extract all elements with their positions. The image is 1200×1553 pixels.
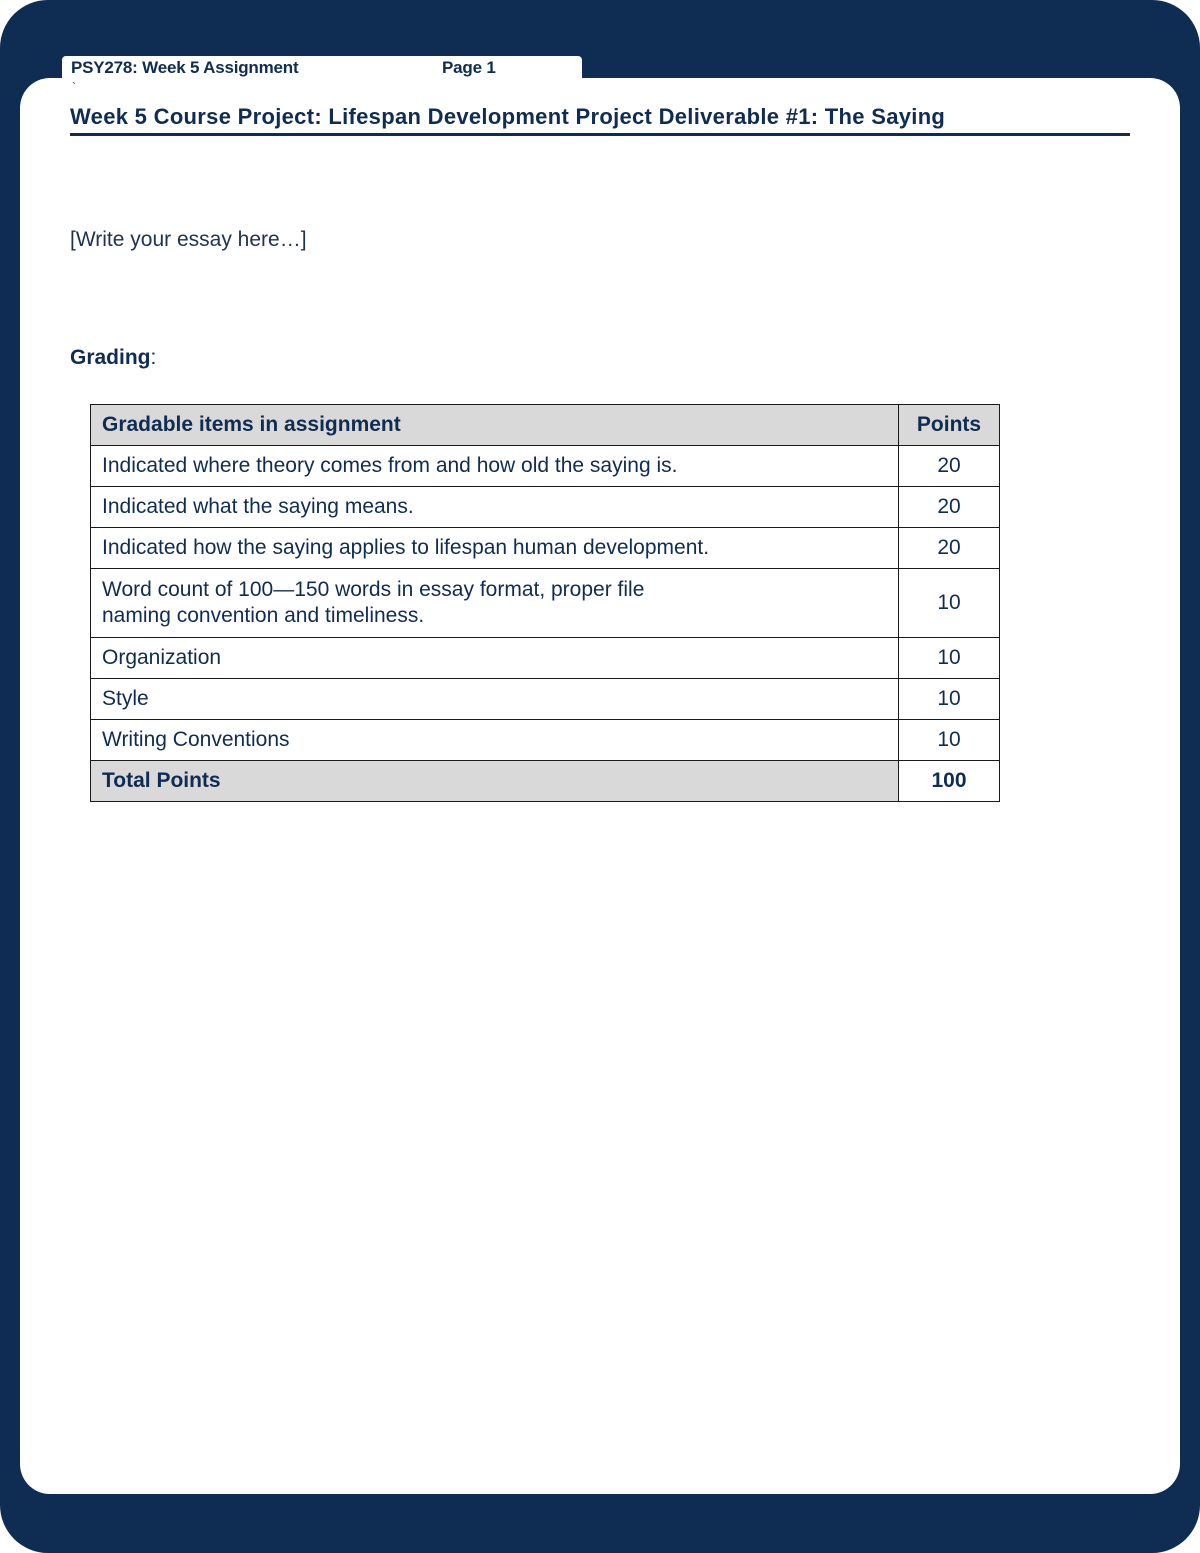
grading-heading [70, 346, 156, 370]
running-head-page-number: Page 1 [442, 58, 496, 77]
rubric-points: 10 [899, 679, 1000, 720]
rubric-item: Style [91, 679, 899, 720]
rubric-total-label: Total Points [91, 761, 899, 802]
grading-colon: : [150, 346, 157, 369]
rubric-total-row [91, 761, 1000, 802]
rubric-points: 10 [899, 569, 1000, 638]
rubric-item: Word count of 100—150 words in essay format, proper file naming convention and timeliness. [91, 569, 899, 638]
rubric-item: Indicated what the saying means. [91, 487, 899, 528]
rubric-points: 10 [899, 638, 1000, 679]
running-head-course: PSY278: Week 5 Assignment [71, 58, 299, 77]
rubric-row [91, 569, 1000, 638]
rubric-row [91, 679, 1000, 720]
rubric-item: Organization [91, 638, 899, 679]
rubric-points: 20 [899, 528, 1000, 569]
rubric-row [91, 487, 1000, 528]
rubric-row [91, 638, 1000, 679]
rubric-header-row [91, 405, 1000, 446]
rubric-points: 10 [899, 720, 1000, 761]
rubric-item: Indicated where theory comes from and how old the saying is. [91, 446, 899, 487]
rubric-points: 20 [899, 487, 1000, 528]
rubric-row [91, 528, 1000, 569]
rubric-points: 20 [899, 446, 1000, 487]
rubric-row [91, 446, 1000, 487]
rubric-header-points: Points [899, 405, 1000, 446]
grading-rubric-table [90, 404, 1000, 802]
rubric-total-points: 100 [899, 761, 1000, 802]
stray-mark: ` [72, 80, 76, 94]
rubric-header-item: Gradable items in assignment [91, 405, 899, 446]
rubric-item: Indicated how the saying applies to lifespan human development. [91, 528, 899, 569]
rubric-row [91, 720, 1000, 761]
document-title: Week 5 Course Project: Lifespan Development Project Deliverable #1: The Saying [70, 104, 1130, 136]
rubric-item: Writing Conventions [91, 720, 899, 761]
essay-placeholder[interactable]: [Write your essay here…] [70, 228, 307, 251]
grading-label: Grading [70, 346, 151, 369]
